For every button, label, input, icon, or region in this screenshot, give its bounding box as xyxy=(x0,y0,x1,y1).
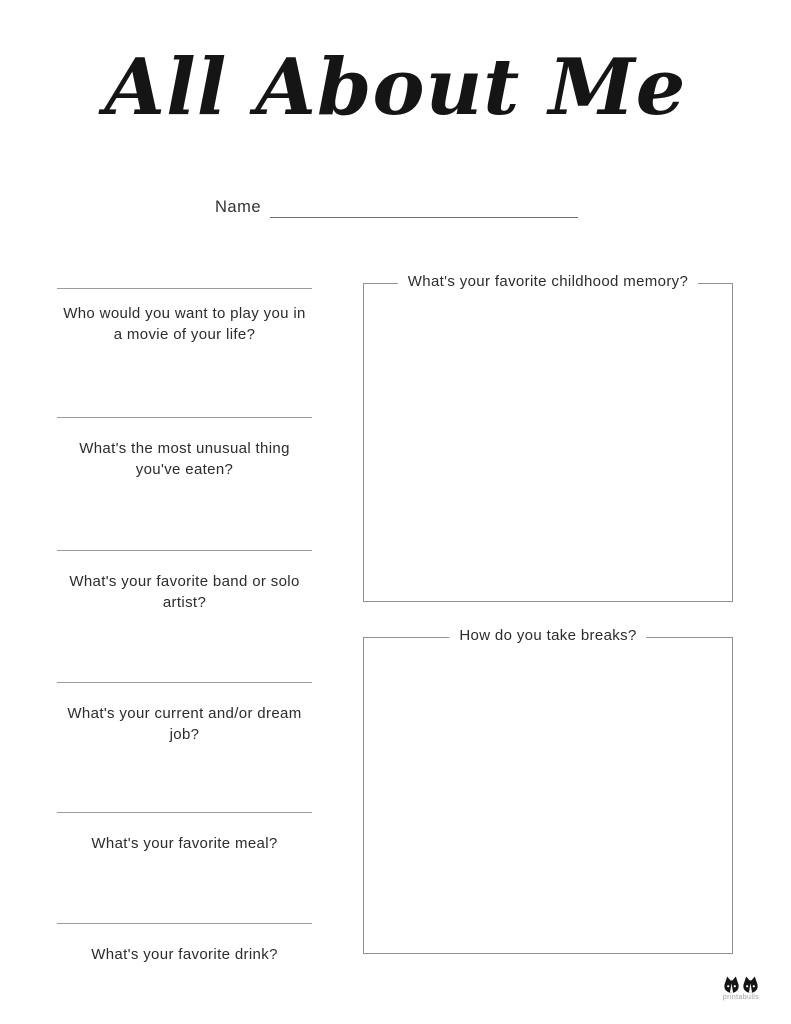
name-label: Name xyxy=(215,198,262,216)
question-text: Who would you want to play you in a movie of your life? xyxy=(63,305,306,344)
name-row xyxy=(215,196,578,218)
answer-box-label: How do you take breaks? xyxy=(449,627,646,644)
page-title: All About Me xyxy=(104,42,687,133)
question-text: What's your favorite meal? xyxy=(91,835,278,852)
question-list xyxy=(57,288,312,1023)
answer-box-childhood-memory[interactable] xyxy=(363,273,733,602)
question-item-dream-job xyxy=(57,682,312,812)
question-item-unusual-food xyxy=(57,417,312,550)
question-text: What's the most unusual thing you've eaten? xyxy=(79,440,290,479)
question-text: What's your current and/or dream job? xyxy=(67,705,302,744)
question-item-movie xyxy=(57,288,312,417)
question-text: What's your favorite band or solo artist? xyxy=(69,573,300,612)
brand-logo xyxy=(709,976,773,1002)
question-item-band xyxy=(57,550,312,682)
question-item-meal xyxy=(57,812,312,923)
brand-name: printabulls xyxy=(722,993,760,1001)
name-input-line[interactable] xyxy=(270,196,578,218)
question-item-drink xyxy=(57,923,312,1023)
answer-box-label: What's your favorite childhood memory? xyxy=(398,273,698,290)
two-bulldog-faces-icon xyxy=(723,976,759,993)
answer-box-take-breaks[interactable] xyxy=(363,627,733,954)
question-text: What's your favorite drink? xyxy=(91,946,278,963)
